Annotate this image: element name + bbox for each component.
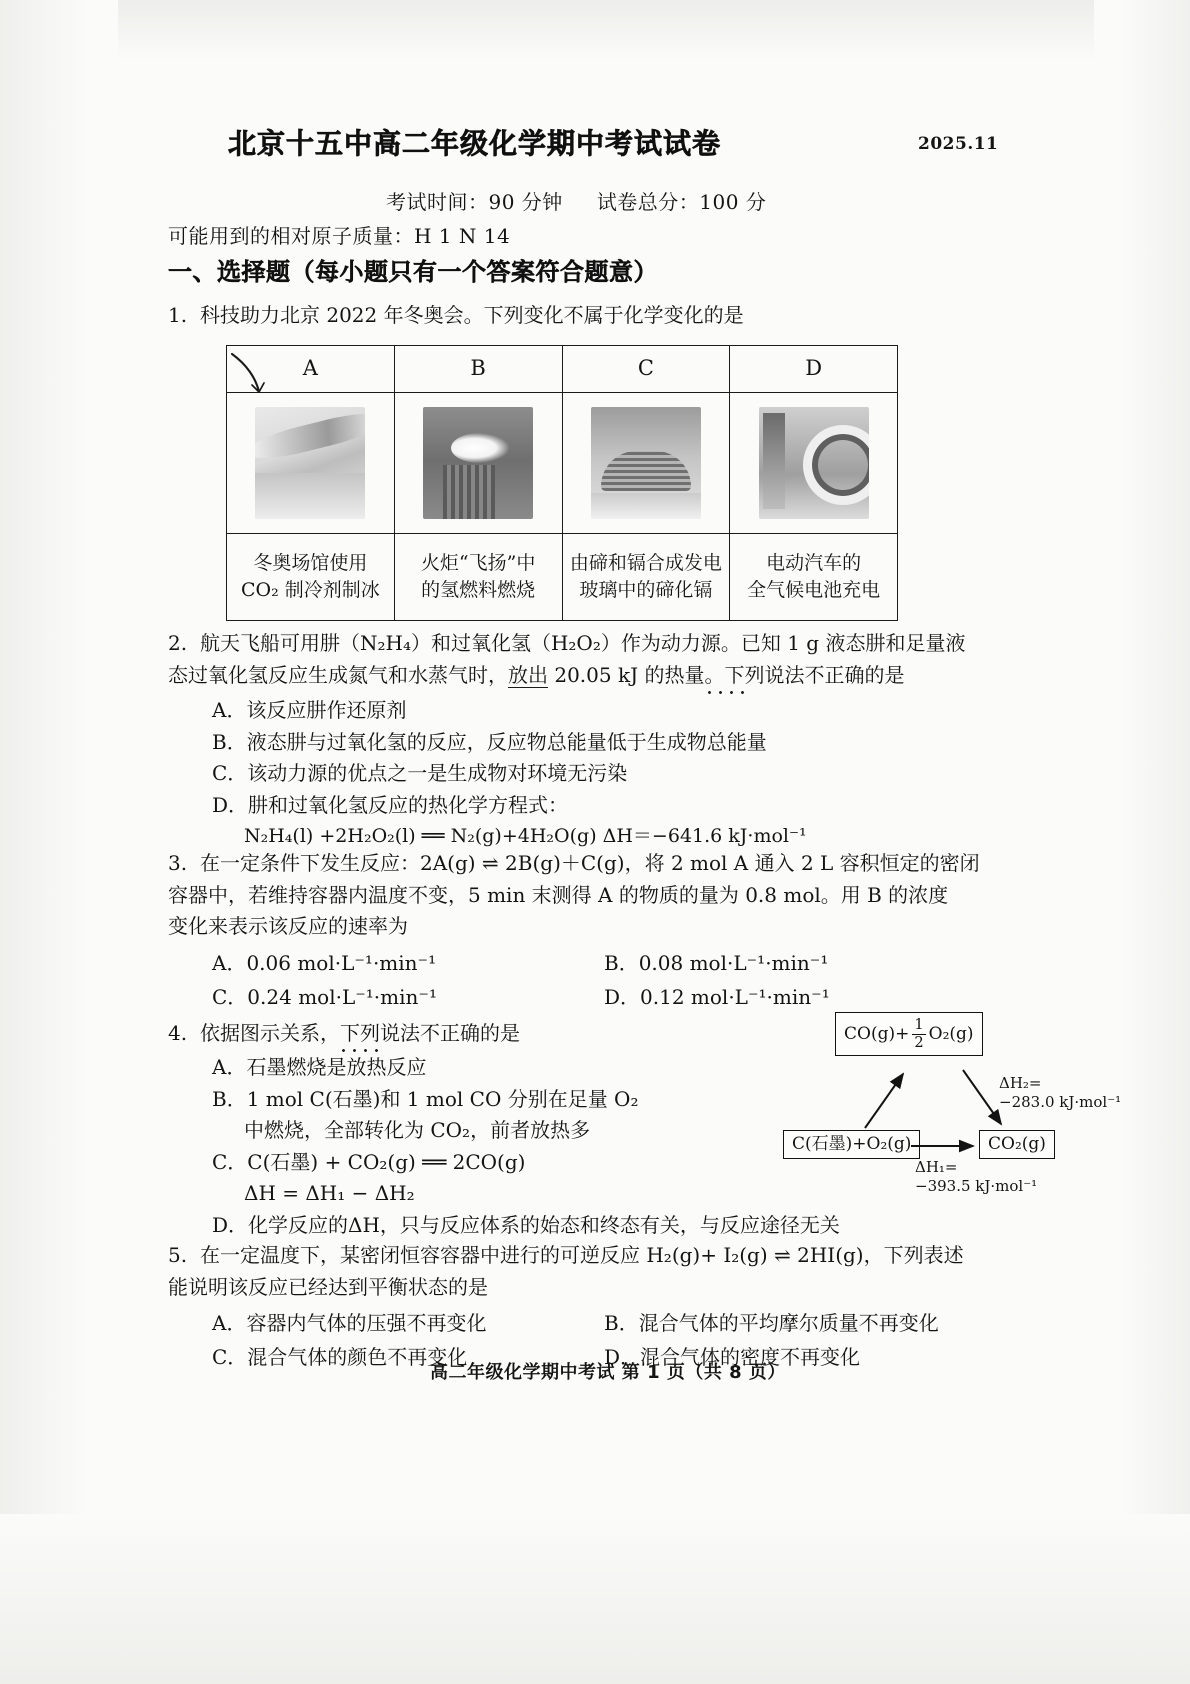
exam-total-score: 试卷总分：100 分 (596, 190, 767, 214)
scan-edge-left (0, 0, 118, 1684)
caption-c-line1: 由碲和镉合成发电 (569, 552, 722, 575)
question-1-number: 1. (168, 303, 188, 327)
ev-charging-photo (759, 407, 869, 519)
table-caption-row (227, 534, 898, 621)
caption-a-line2: CO₂ 制冷剂制冰 (240, 579, 380, 601)
diagram-right-box: CO₂(g) (979, 1130, 1055, 1159)
question-2-option-b[interactable]: B．液态肼与过氧化氢的反应，反应物总能量低于生成物总能量 (212, 729, 767, 754)
question-3 (168, 848, 1048, 943)
cell-image-a (227, 393, 395, 534)
exam-duration: 考试时间：90 分钟 (386, 190, 563, 214)
question-3-option-b[interactable]: B．0.08 mol·L⁻¹·min⁻¹ (604, 951, 829, 975)
question-3-number: 3. (168, 851, 188, 875)
question-5-option-a[interactable]: A．容器内气体的压强不再变化 (212, 1311, 487, 1335)
caption-d-line2: 全气候电池充电 (747, 579, 881, 601)
exam-meta (386, 186, 766, 215)
question-2-stem (168, 628, 1048, 691)
question-2-stem-line1: 航天飞船可用肼（N₂H₄）和过氧化氢（H₂O₂）作为动力源。已知 1 g 液态肼和足量液 (200, 631, 966, 655)
page-title: 北京十五中高二年级化学期中考试试卷 (228, 127, 722, 160)
exam-date: 2025.11 (918, 134, 999, 154)
snow-stadium-photo (255, 407, 365, 519)
cell-image-c (562, 393, 730, 534)
question-5-option-d[interactable]: D．混合气体的密度不再变化 (604, 1345, 861, 1369)
caption-b-line2: 的氢燃料燃烧 (421, 579, 536, 601)
scan-edge-top (0, 0, 1190, 60)
question-5-stem (168, 1240, 1048, 1303)
question-4-option-d[interactable]: D．化学反应的ΔH，只与反应体系的始态和终态有关，与反应途径无关 (212, 1212, 840, 1237)
cell-image-d (730, 393, 898, 534)
diagram-left-box: C(石墨)+O₂(g) (783, 1130, 920, 1159)
question-5-number: 5. (168, 1243, 188, 1267)
caption-b-line1: 火炬“飞扬”中 (420, 552, 536, 575)
caption-a-line1: 冬奥场馆使用 (253, 552, 368, 575)
question-3-stem-line3: 变化来表示该反应的速率为 (168, 914, 408, 939)
cell-image-b (394, 393, 562, 534)
table-header-b: B (394, 346, 562, 393)
cell-caption-d (730, 534, 898, 621)
question-4-option-b[interactable]: B．1 mol C(石墨)和 1 mol CO 分别在足量 O₂ (212, 1086, 639, 1111)
question-2-option-c[interactable]: C．该动力源的优点之一是生成物对环境无污染 (212, 761, 628, 786)
question-4-stem: 依据图示关系，下列说法不正确的是 (200, 1021, 520, 1045)
question-4-option-c[interactable]: C．C(石墨) + CO₂(g) ══ 2CO(g) (212, 1149, 526, 1174)
question-2-number: 2. (168, 631, 188, 655)
table-header-row (227, 346, 898, 393)
question-2-equation: N₂H₄(l) +2H₂O₂(l) ══ N₂(g)+4H₂O(g) ΔH＝−641.6 kJ·mol⁻¹ (244, 825, 807, 848)
question-4-energy-diagram (793, 1012, 1133, 1212)
question-3-stem (168, 848, 1048, 943)
caption-d-line1: 电动汽车的 (766, 552, 862, 575)
question-3-stem-line1: 在一定条件下发生反应：2A(g) ⇌ 2B(g)＋C(g)，将 2 mol A 通入 2 L 容积恒定的密闭 (200, 851, 980, 875)
question-5-option-c[interactable]: C．混合气体的颜色不再变化 (212, 1345, 468, 1369)
question-1 (168, 300, 1048, 332)
atomic-mass-note: 可能用到的相对原子质量：H 1 N 14 (168, 224, 511, 248)
caption-c-line2: 玻璃中的碲化镉 (579, 579, 713, 601)
section-heading-one: 一、选择题（每小题只有一个答案符合题意） (168, 258, 658, 286)
question-2-option-d[interactable]: D．肼和过氧化氢反应的热化学方程式： (212, 792, 569, 817)
cell-caption-a (227, 534, 395, 621)
question-3-option-d[interactable]: D．0.12 mol·L⁻¹·min⁻¹ (604, 985, 830, 1009)
question-3-option-c[interactable]: C．0.24 mol·L⁻¹·min⁻¹ (212, 985, 437, 1009)
title-row (228, 122, 1048, 166)
diagram-top-box: CO(g)+ $\frac{1}{2}$ O₂(g) (835, 1012, 983, 1056)
scan-edge-bottom (0, 1514, 1190, 1684)
question-4-option-b-cont: 中燃烧，全部转化为 CO₂，前者放热多 (244, 1118, 591, 1143)
question-3-stem-line2: 容器中，若维持容器内温度不变，5 min 末测得 A 的物质的量为 0.8 mol。用 B 的浓度 (168, 882, 949, 907)
question-3-options (168, 948, 1048, 1016)
question-4-option-a[interactable]: A．石墨燃烧是放热反应 (212, 1055, 427, 1079)
question-2-option-a[interactable]: A．该反应肼作还原剂 (212, 698, 407, 722)
question-3-option-a[interactable]: A．0.06 mol·L⁻¹·min⁻¹ (212, 951, 437, 975)
question-5 (168, 1240, 1048, 1303)
question-4-option-c-delta: ΔH = ΔH₁ − ΔH₂ (244, 1181, 415, 1206)
table-header-a: A (227, 346, 395, 393)
question-4-number: 4. (168, 1021, 188, 1045)
question-5-option-b[interactable]: B．混合气体的平均摩尔质量不再变化 (604, 1311, 939, 1335)
delta-h1-label: ΔH₁= −393.5 kJ·mol⁻¹ (915, 1158, 1038, 1196)
torch-flame-photo (423, 407, 533, 519)
question-2 (168, 628, 1048, 691)
table-image-row (227, 393, 898, 534)
table-header-c: C (562, 346, 730, 393)
question-2-stem-line2: 态过氧化氢反应生成氮气和水蒸气时，放出 20.05 kJ 的热量。下列说法不正确的是 (168, 662, 905, 687)
question-5-stem-line2: 能说明该反应已经达到平衡状态的是 (168, 1274, 488, 1299)
cell-caption-b (394, 534, 562, 621)
underlined-release: 放出 (508, 662, 548, 687)
question-2-options (168, 695, 1048, 851)
scan-edge-right (1094, 0, 1190, 1684)
one-half-fraction: $\frac{1}{2}$ (914, 1016, 924, 1051)
question-5-stem-line1: 在一定温度下，某密闭恒容容器中进行的可逆反应 H₂(g)+ I₂(g) ⇌ 2HI(g)，下列表述 (200, 1243, 964, 1267)
question-1-table (226, 345, 898, 621)
question-1-stem: 科技助力北京 2022 年冬奥会。下列变化不属于化学变化的是 (200, 303, 744, 327)
cell-caption-c (562, 534, 730, 621)
table-header-d: D (730, 346, 898, 393)
stadium-dome-photo (591, 407, 701, 519)
page-footer: 高二年级化学期中考试 第 1 页（共 8 页） (430, 1362, 786, 1383)
delta-h2-label: ΔH₂= −283.0 kJ·mol⁻¹ (999, 1074, 1122, 1112)
